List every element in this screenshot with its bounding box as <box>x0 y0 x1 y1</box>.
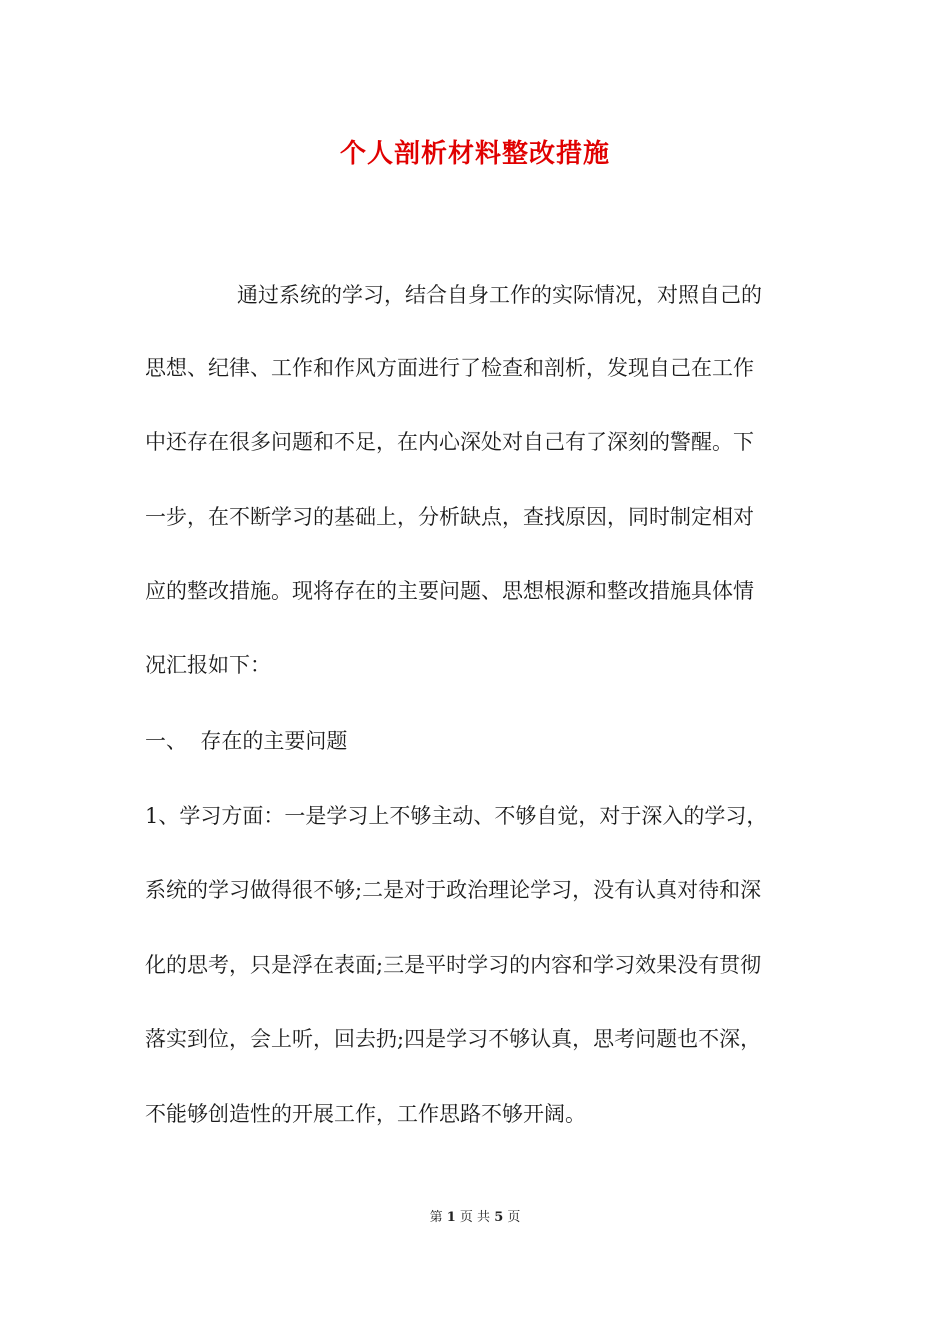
current-page-number: 1 <box>446 1210 456 1225</box>
paragraph-line: 况汇报如下： <box>145 653 271 677</box>
paragraph-line: 系统的学习做得很不够;二是对于政治理论学习，没有认真对待和深 <box>145 878 762 902</box>
paragraph-line: 不能够创造性的开展工作，工作思路不够开阔。 <box>145 1102 586 1126</box>
paragraph-line: 通过系统的学习，结合自身工作的实际情况，对照自己的 <box>237 283 762 307</box>
footer-middle: 页 共 <box>459 1210 491 1225</box>
paragraph-line: 化的思考，只是浮在表面;三是平时学习的内容和学习效果没有贯彻 <box>145 953 762 977</box>
page-footer <box>0 1208 950 1228</box>
footer-suffix: 页 <box>507 1210 521 1225</box>
paragraph-line: 思想、纪律、工作和作风方面进行了检查和剖析，发现自己在工作 <box>145 356 754 380</box>
section-heading: 一、 存在的主要问题 <box>145 729 348 753</box>
document-title: 个人剖析材料整改措施 <box>339 139 610 169</box>
total-page-number: 5 <box>494 1210 504 1225</box>
paragraph-line: 落实到位，会上听，回去扔;四是学习不够认真，思考问题也不深， <box>145 1027 762 1051</box>
paragraph-line: 中还存在很多问题和不足，在内心深处对自己有了深刻的警醒。下 <box>145 430 754 454</box>
paragraph-line: 1、学习方面：一是学习上不够主动、不够自觉，对于深入的学习， <box>145 804 768 828</box>
paragraph-line: 应的整改措施。现将存在的主要问题、思想根源和整改措施具体情 <box>145 579 754 603</box>
footer-prefix: 第 <box>429 1210 443 1225</box>
paragraph-line: 一步，在不断学习的基础上，分析缺点，查找原因，同时制定相对 <box>145 505 754 529</box>
